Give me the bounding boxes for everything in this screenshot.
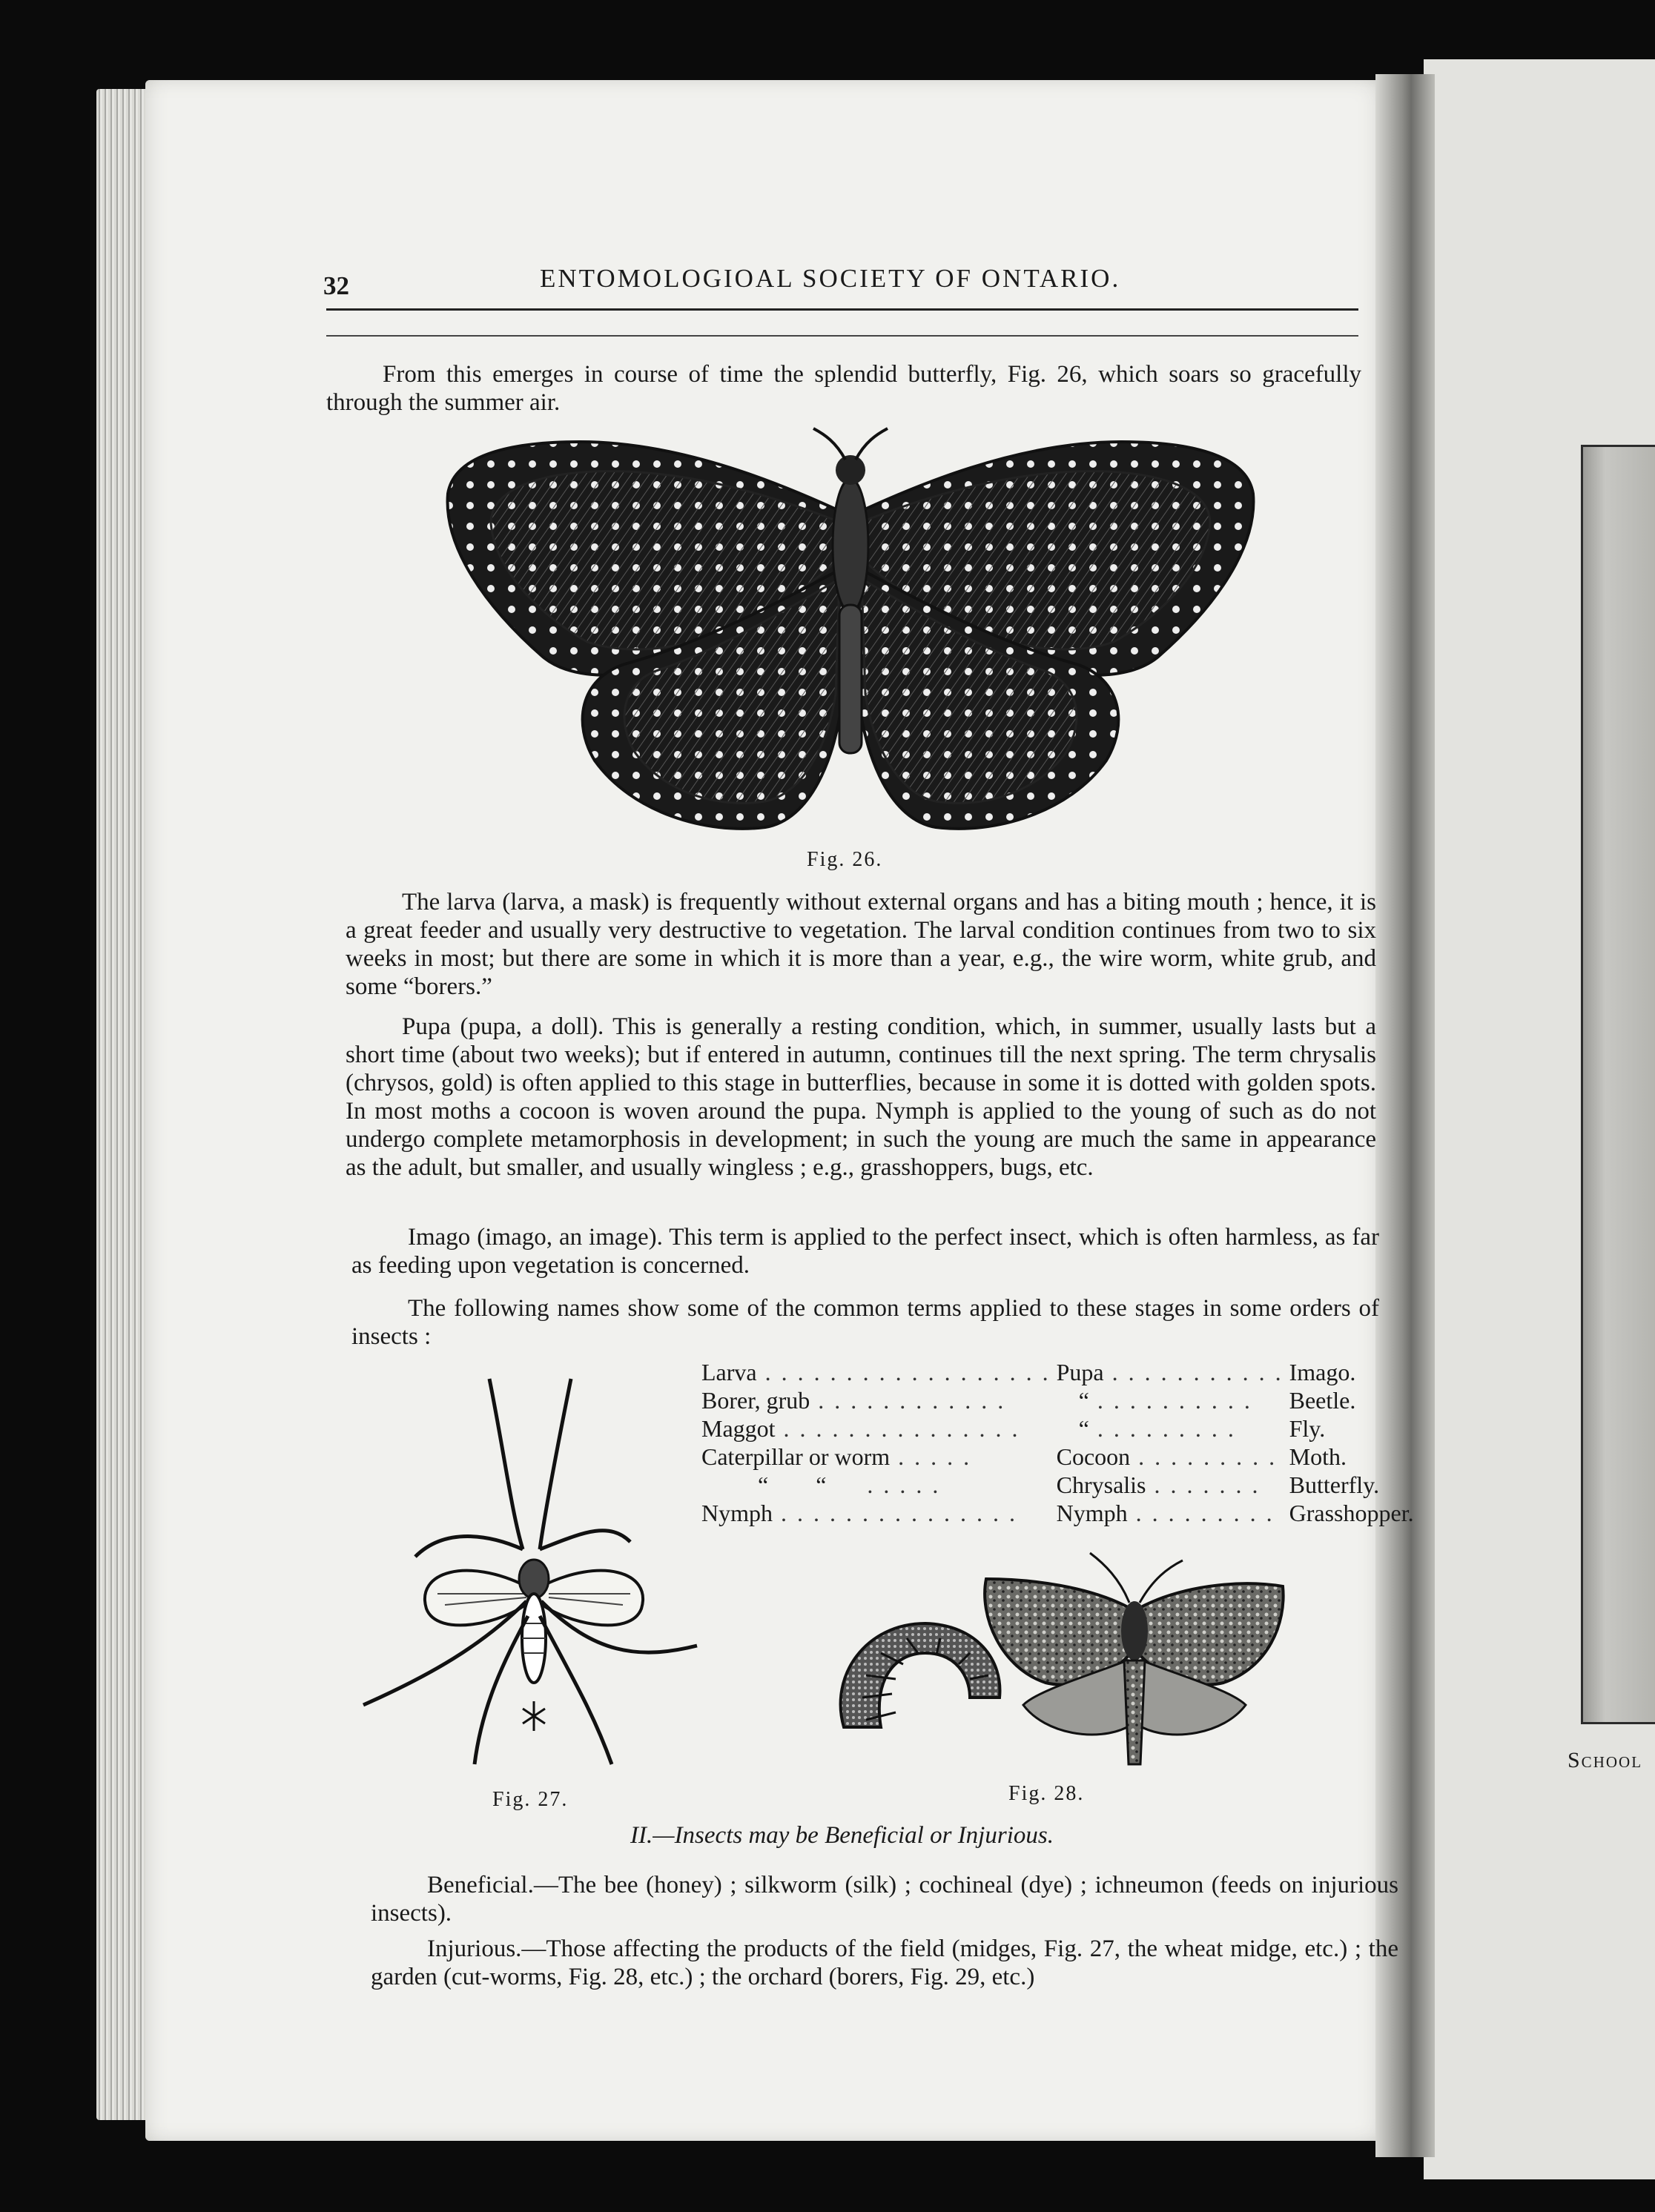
table-cell: Moth.: [1289, 1443, 1347, 1470]
paragraph-emergence: From this emerges in course of time the splendid butterfly, Fig. 26, which soars so gracefully through the summer air.: [326, 361, 1361, 416]
table-cell: Cocoon: [1056, 1443, 1131, 1470]
running-head: ENTOMOLOGIOAL SOCIETY OF ONTARIO.: [540, 264, 1121, 293]
facing-page-plate: [1581, 445, 1655, 1724]
midge-figure: [356, 1364, 712, 1779]
table-cell: Chrysalis: [1056, 1471, 1146, 1498]
table-row: Maggot . . . . . . . . . . . . . . . “ . . . . . . . . . Fly.: [701, 1414, 1326, 1442]
moth-figure: [979, 1549, 1290, 1779]
page-number: 32: [323, 271, 349, 300]
table-cell: Caterpillar or worm: [701, 1443, 891, 1470]
paragraph-injurious: Injurious.—Those affecting the products of the field (midges, Fig. 27, the wheat midge, etc.) ; the garden (cut-worms, Fig. 28, etc.) ; the orchard (borers, Fig. 29, etc.): [371, 1936, 1398, 1990]
table-cell: Larva: [701, 1358, 757, 1385]
header-rule-secondary: [326, 335, 1358, 337]
table-cell: “: [1078, 1414, 1089, 1442]
figure-27-caption: Fig. 27.: [492, 1788, 569, 1811]
table-cell: Imago.: [1289, 1358, 1356, 1385]
facing-page-caption: School: [1568, 1748, 1643, 1772]
stage-names-table: [698, 1358, 1417, 1527]
paragraph-names-intro: The following names show some of the common terms applied to these stages in some orders of insects :: [351, 1295, 1379, 1350]
table-cell: “ “: [758, 1471, 827, 1498]
header-rule: [326, 308, 1358, 311]
figure-26-caption: Fig. 26.: [807, 848, 883, 871]
section-heading: II.—Insects may be Beneficial or Injurious.: [630, 1822, 1054, 1849]
table-cell: “: [1078, 1386, 1089, 1414]
paragraph-pupa: Pupa (pupa, a doll). This is generally a resting condition, which, in summer, usually lasts but a short time (about two weeks); but if entered in autumn, continues till the next spring. The term chrysalis (chrysos, gold) is often applied to this stage in butterflies, because in some it is dotted with golden spots. In most moths a cocoon is woven around the pupa. Nymph is applied to the young of such as do not undergo complete metamorphosis in development; in such the young are much the same in appearance as the adult, but smaller, and usually wingless ; e.g., grasshoppers, bugs, etc.: [346, 1013, 1376, 1181]
table-cell: Maggot: [701, 1414, 776, 1442]
book-gutter: [1375, 74, 1435, 2157]
table-row: Caterpillar or worm . . . . . Cocoon . . . . . . . . . Moth.: [701, 1443, 1347, 1470]
table-cell: Butterfly.: [1289, 1471, 1380, 1498]
butterfly-figure: [439, 412, 1262, 842]
table-cell: Fly.: [1289, 1414, 1326, 1442]
table-cell: Pupa: [1056, 1358, 1104, 1385]
table-row: Larva . . . . . . . . . . . . . . . . . . Pupa . . . . . . . . . . . Imago.: [701, 1358, 1356, 1385]
table-cell: Grasshopper.: [1289, 1499, 1414, 1526]
table-row: Borer, grub . . . . . . . . . . . . “ . . . . . . . . . . Beetle.: [701, 1386, 1356, 1414]
table-cell: Nymph: [701, 1499, 773, 1526]
figure-28-caption: Fig. 28.: [1008, 1782, 1085, 1805]
paragraph-larva: The larva (larva, a mask) is frequently without external organs and has a biting mouth ; hence, it is a great feeder and usually very destructive to vegetation. The larval condition continues from two to six weeks in most; but there are some in which it is more than a year, e.g., the wire worm, white grub, and some “borers.”: [346, 889, 1376, 1000]
paragraph-imago: Imago (imago, an image). This term is applied to the perfect insect, which is often harmless, as far as feeding upon vegetation is concerned.: [351, 1224, 1379, 1279]
table-cell: Borer, grub: [701, 1386, 810, 1414]
paragraph-beneficial: Beneficial.—The bee (honey) ; silkworm (silk) ; cochineal (dye) ; ichneumon (feeds on injurious insects).: [371, 1872, 1398, 1927]
table-row: “ “ . . . . . Chrysalis . . . . . . . Butterfly.: [758, 1471, 1380, 1498]
table-cell: Nymph: [1056, 1499, 1128, 1526]
table-cell: Beetle.: [1289, 1386, 1356, 1414]
table-row: Nymph . . . . . . . . . . . . . . . Nymph . . . . . . . . . Grasshopper.: [701, 1499, 1414, 1526]
